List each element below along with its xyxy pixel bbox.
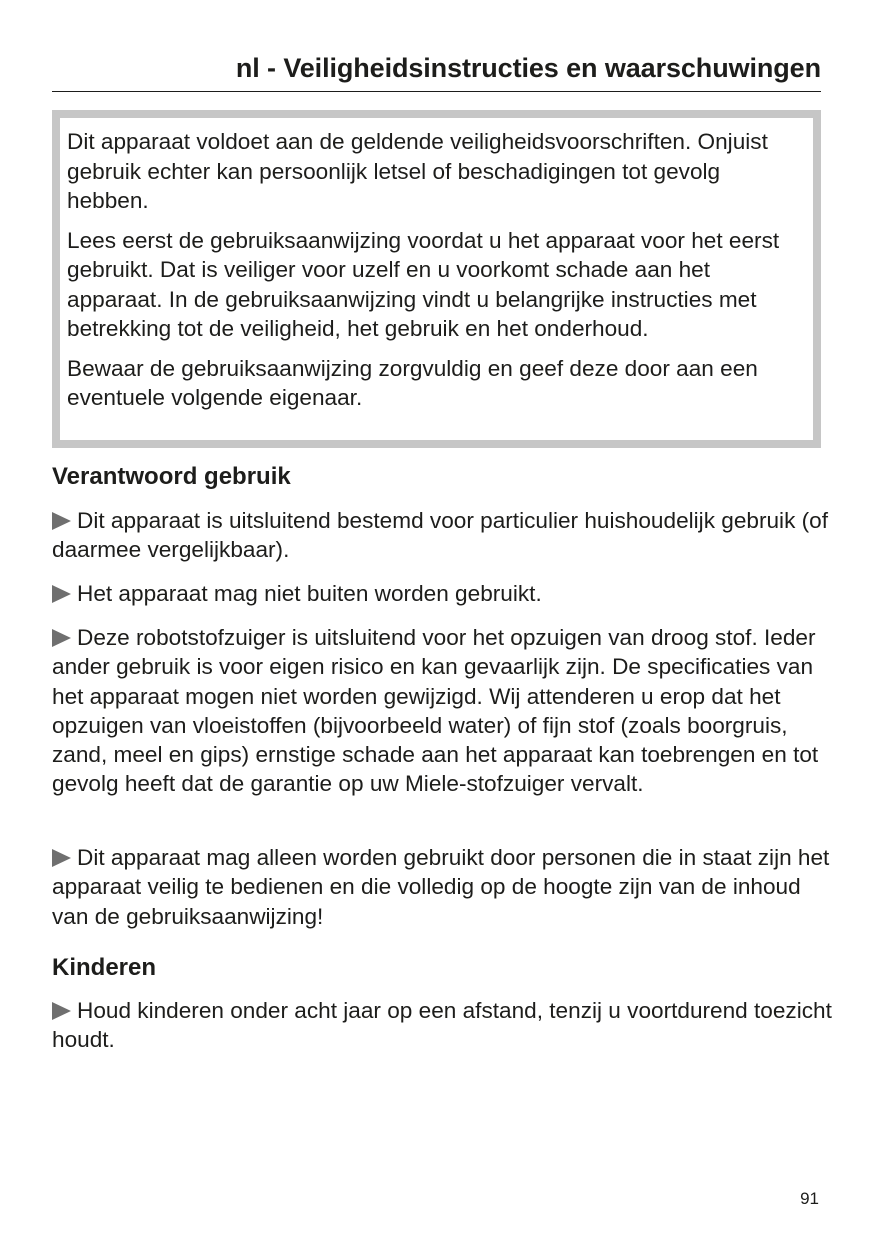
intro-paragraph: Dit apparaat voldoet aan de geldende veiligheidsvoorschriften. Onjuist gebruik echter kan persoonlijk letsel of beschadigingen tot gevolg hebben. [67,129,768,213]
bullet-text: Deze robotstofzuiger is uitsluitend voor het opzuigen van droog stof. Ieder ander gebruik is voor eigen risico en kan gevaarlijk zijn. De specificaties van het apparaat mogen niet worden gewijzigd. Wij attenderen u erop dat het opzuigen van vloeistoffen (bijvoorbeeld water) of fijn stof (zoals boorgruis, zand, meel en gips) ernstige schade aan het apparaat kan toebrengen en tot gevolg heeft dat de garantie op uw Miele-stofzuiger vervalt. [52,625,819,797]
bullet-triangle-icon [52,1002,71,1020]
bullet-text: Het apparaat mag niet buiten worden gebruikt. [77,581,542,606]
bullet-triangle-icon [52,629,71,647]
bullet-item [52,843,832,931]
bullet-text: Dit apparaat mag alleen worden gebruikt door personen die in staat zijn het apparaat veilig te bedienen en die volledig op de hoogte zijn van de inhoud van de gebruiksaanwijzing! [52,845,830,929]
intro-paragraph: Bewaar de gebruiksaanwijzing zorgvuldig en geef deze door aan een eventuele volgende eigenaar. [67,355,758,410]
bullet-item [52,579,832,608]
bullet-triangle-icon [52,512,71,530]
bullet-triangle-icon [52,585,71,603]
page-number: 91 [800,1189,819,1208]
bullet-item [52,996,832,1055]
bullet-item [52,506,832,565]
bullet-item [52,623,832,799]
bullet-triangle-icon [52,849,71,867]
intro-notice-box [52,110,821,448]
page-title: nl - Veiligheidsinstructies en waarschuwingen [235,53,821,83]
section-heading-verantwoord-gebruik: Verantwoord gebruik [52,463,291,490]
intro-paragraph: Lees eerst de gebruiksaanwijzing voordat u het apparaat voor het eerst gebruikt. Dat is veiliger voor uzelf en u voorkomt schade aan het apparaat. In de gebruiksaanwijzing vindt u belangrijke instructies met betrekking tot de veiligheid, het gebruik en het onderhoud. [67,227,780,341]
page-header [52,50,821,92]
bullet-text: Dit apparaat is uitsluitend bestemd voor particulier huishoudelijk gebruik (of daarmee vergelijkbaar). [52,508,829,563]
section-heading-kinderen: Kinderen [52,954,157,981]
bullet-text: Houd kinderen onder acht jaar op een afstand, tenzij u voortdurend toezicht houdt. [52,998,832,1053]
